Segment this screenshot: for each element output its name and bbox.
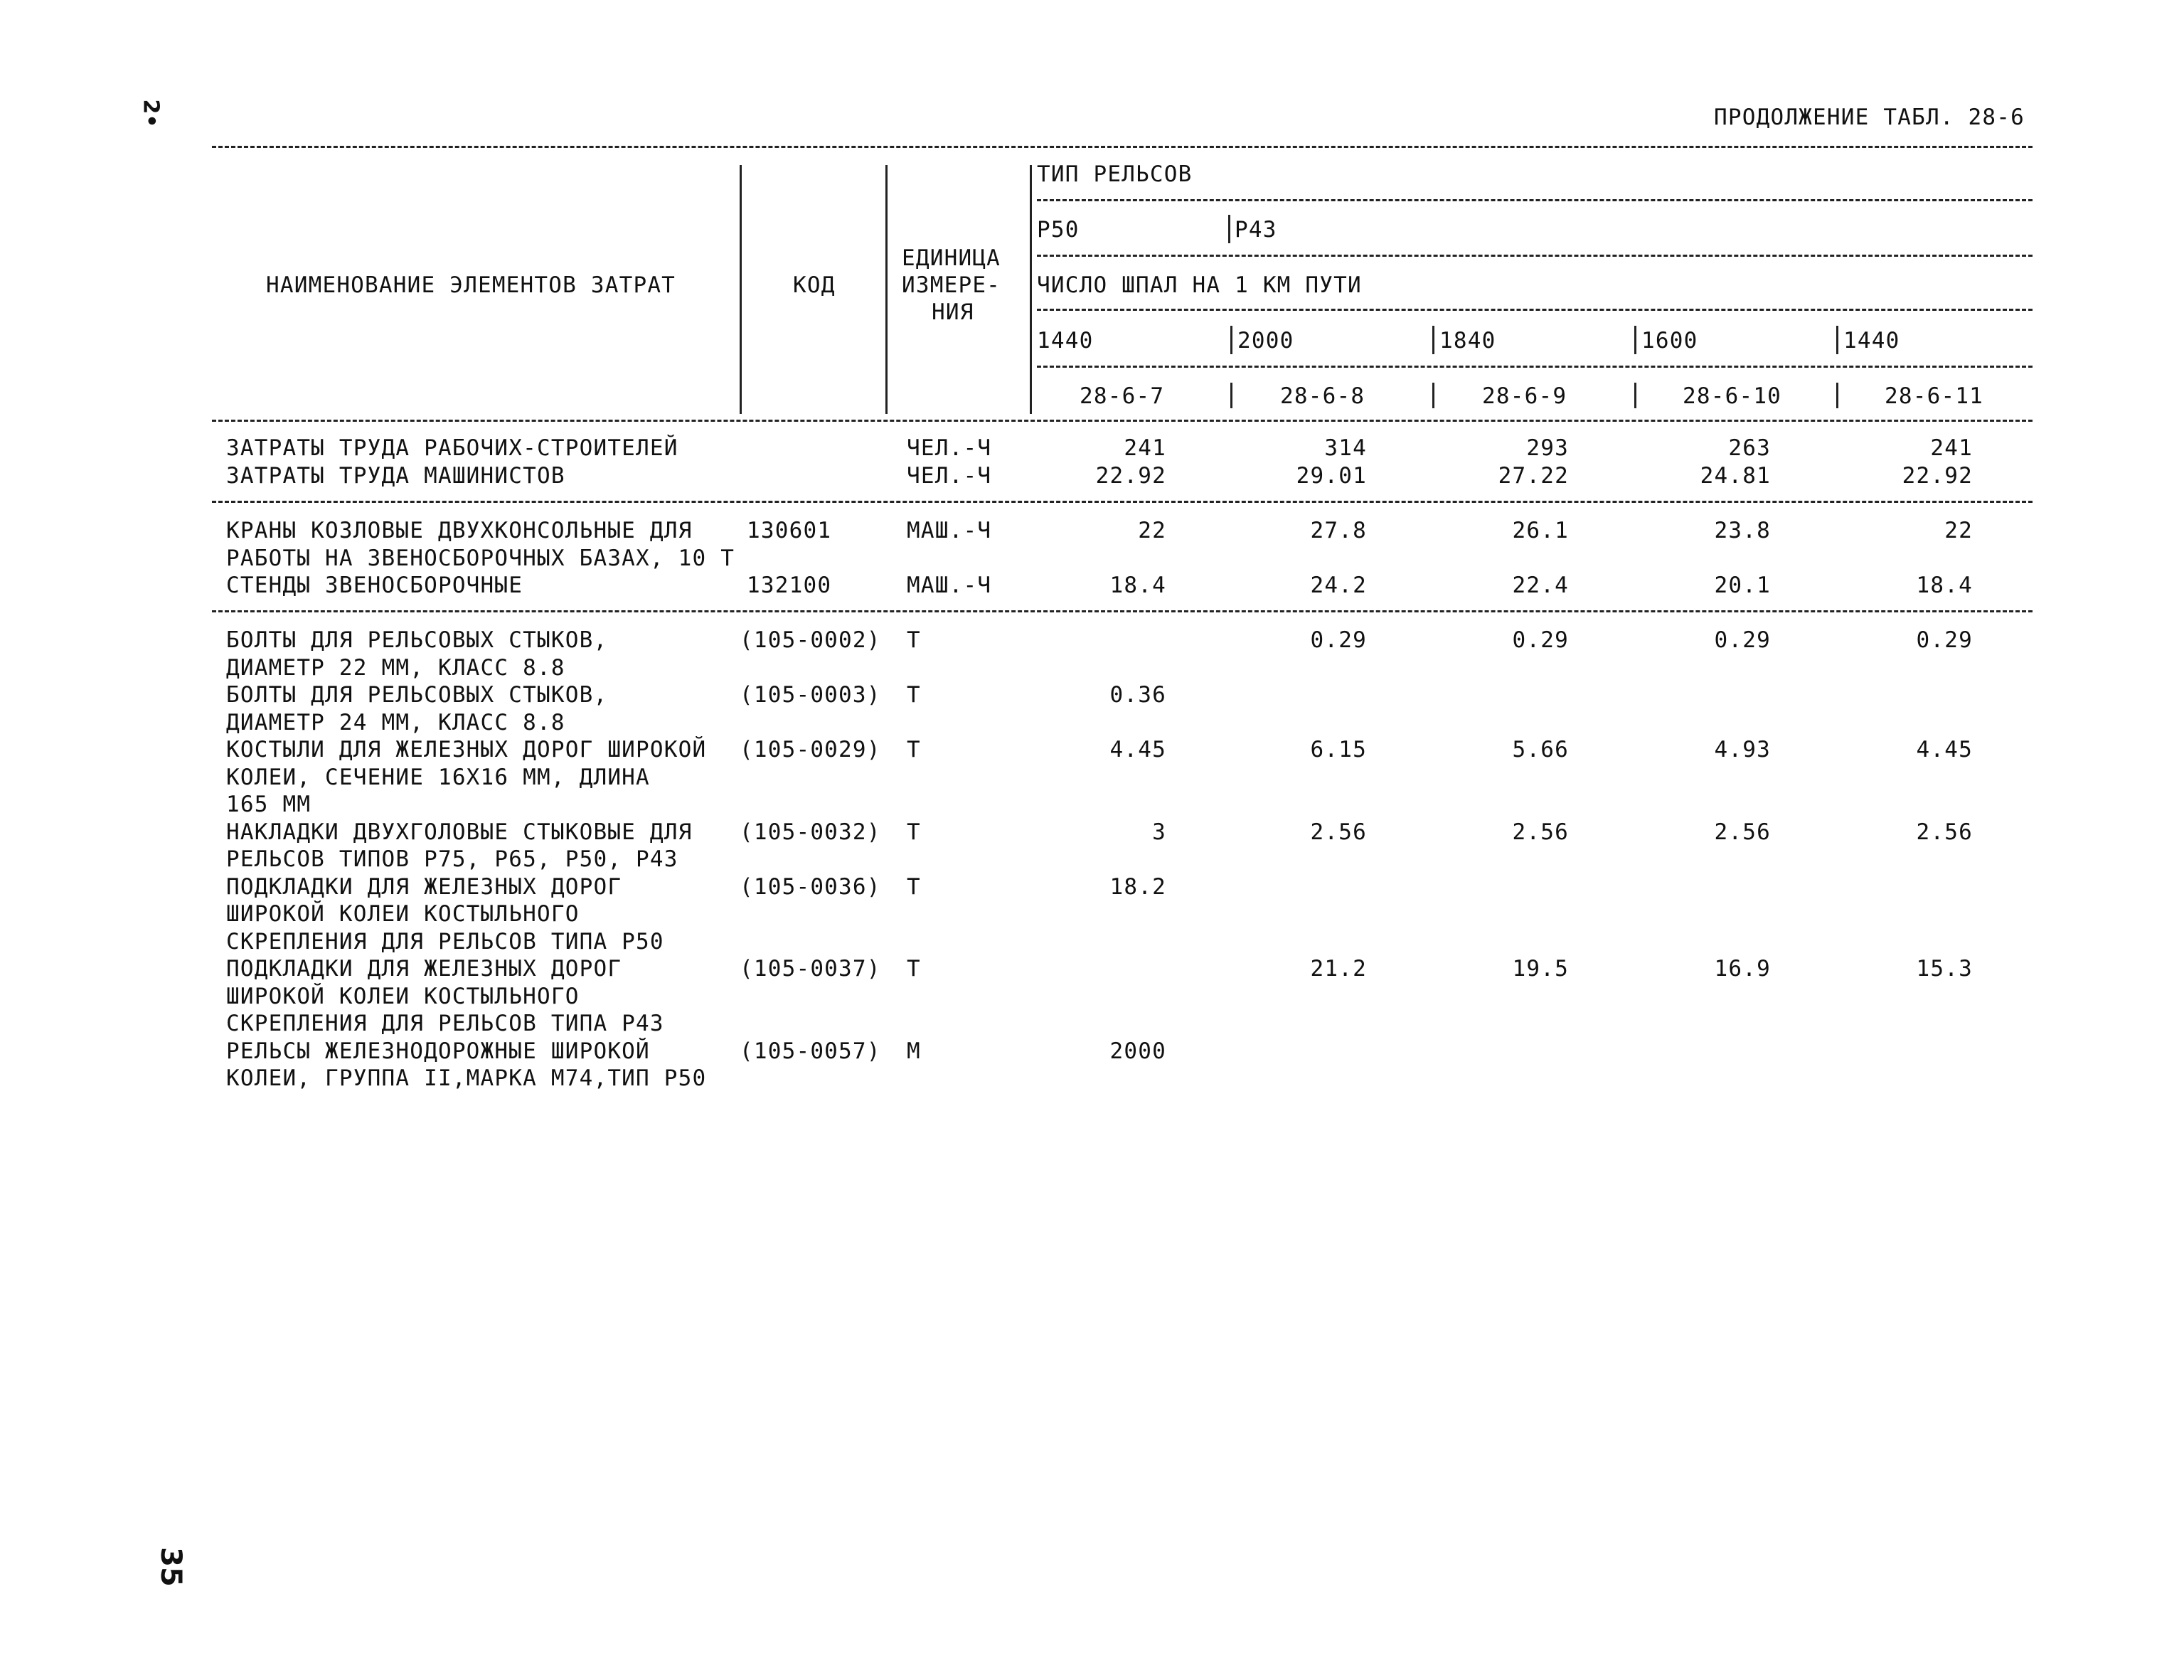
machine-row-value: 24.2 bbox=[1310, 573, 1367, 598]
material-row-value: 0.36 bbox=[1109, 682, 1166, 708]
labor-row-value: 22.92 bbox=[1095, 462, 1166, 489]
material-row-value: 16.9 bbox=[1714, 956, 1771, 982]
material-row-value: 4.45 bbox=[1916, 737, 1973, 762]
material-row-name: БОЛТЫ ДЛЯ РЕЛЬСОВЫХ СТЫКОВ, bbox=[226, 627, 608, 653]
sleeper-divider-3 bbox=[1432, 326, 1434, 354]
machine-row-value: 22 bbox=[1138, 518, 1166, 543]
labor-row-value: 29.01 bbox=[1296, 462, 1367, 489]
material-row-value: 0.29 bbox=[1512, 627, 1569, 653]
material-row-name: ДИАМЕТР 22 ММ, КЛАСС 8.8 bbox=[226, 654, 565, 681]
material-row-name: ШИРОКОЙ КОЛЕИ КОСТЫЛЬНОГО bbox=[226, 983, 580, 1009]
material-row-value: 2.56 bbox=[1916, 819, 1973, 845]
material-row-code: (105-0032) bbox=[740, 819, 881, 845]
material-row-value: 0.29 bbox=[1714, 627, 1771, 653]
sleeper-divider-4 bbox=[1634, 326, 1636, 354]
material-row-name: РЕЛЬСОВ ТИПОВ Р75, Р65, Р50, Р43 bbox=[226, 846, 678, 872]
material-row-value: 2000 bbox=[1109, 1038, 1166, 1064]
norm-code-1: 28-6-7 bbox=[1080, 383, 1165, 409]
material-row-code: (105-0003) bbox=[740, 682, 881, 708]
sleeper-count-1: 1440 bbox=[1037, 328, 1094, 353]
norm-code-2: 28-6-8 bbox=[1280, 383, 1365, 409]
labor-row-unit: ЧЕЛ.-Ч bbox=[907, 462, 992, 489]
header-divider-unit bbox=[1030, 165, 1032, 414]
material-row-value: 5.66 bbox=[1512, 737, 1569, 762]
material-row-value: 4.93 bbox=[1714, 737, 1771, 762]
material-row-value: 19.5 bbox=[1512, 956, 1569, 982]
norm-divider-4 bbox=[1634, 383, 1636, 408]
machine-row-name: СТЕНДЫ ЗВЕНОСБОРОЧНЫЕ bbox=[226, 573, 523, 598]
material-row-value: 3 bbox=[1152, 819, 1166, 845]
machine-row-value: 26.1 bbox=[1512, 518, 1569, 543]
machine-row-value: 27.8 bbox=[1310, 518, 1367, 543]
header-name-col: НАИМЕНОВАНИЕ ЭЛЕМЕНТОВ ЗАТРАТ bbox=[266, 272, 676, 298]
material-row-code: (105-0057) bbox=[740, 1038, 881, 1064]
header-divider-code bbox=[885, 165, 888, 414]
labor-row-value: 241 bbox=[1124, 435, 1166, 461]
labor-section-rule bbox=[212, 501, 2033, 503]
material-row-value: 2.56 bbox=[1714, 819, 1771, 845]
sleeper-count-2: 2000 bbox=[1237, 328, 1294, 353]
material-row-value: 2.56 bbox=[1512, 819, 1569, 845]
norm-code-3: 28-6-9 bbox=[1482, 383, 1567, 409]
labor-row-unit: ЧЕЛ.-Ч bbox=[907, 435, 992, 461]
material-row-code: (105-0029) bbox=[740, 737, 881, 762]
material-row-name: КОЛЕИ, СЕЧЕНИЕ 16Х16 ММ, ДЛИНА bbox=[226, 764, 650, 790]
material-row-value: 0.29 bbox=[1310, 627, 1367, 653]
material-row-name: РЕЛЬСЫ ЖЕЛЕЗНОДОРОЖНЫЕ ШИРОКОЙ bbox=[226, 1038, 650, 1064]
labor-row-value: 293 bbox=[1526, 435, 1569, 461]
sleeper-count-4: 1600 bbox=[1641, 328, 1698, 353]
norm-divider-2 bbox=[1230, 383, 1232, 408]
rail-type-label: ТИП РЕЛЬСОВ bbox=[1037, 161, 1193, 187]
material-row-name: ПОДКЛАДКИ ДЛЯ ЖЕЛЕЗНЫХ ДОРОГ bbox=[226, 873, 622, 900]
labor-row-value: 263 bbox=[1728, 435, 1771, 461]
labor-row-name: ЗАТРАТЫ ТРУДА РАБОЧИХ-СТРОИТЕЛЕЙ bbox=[226, 435, 678, 461]
machine-row-value: 22 bbox=[1944, 518, 1973, 543]
machine-row-name: КРАНЫ КОЗЛОВЫЕ ДВУХКОНСОЛЬНЫЕ ДЛЯ bbox=[226, 518, 693, 543]
material-row-unit: Т bbox=[907, 627, 921, 653]
labor-row-value: 241 bbox=[1930, 435, 1973, 461]
machine-row-value: 22.4 bbox=[1512, 573, 1569, 598]
machine-row-code: 130601 bbox=[747, 518, 832, 543]
material-row-name: ДИАМЕТР 24 ММ, КЛАСС 8.8 bbox=[226, 709, 565, 735]
header-divider-name bbox=[740, 165, 742, 414]
labor-row-value: 24.81 bbox=[1700, 462, 1771, 489]
machine-row-value: 20.1 bbox=[1714, 573, 1771, 598]
machine-row-value: 18.4 bbox=[1916, 573, 1973, 598]
material-row-value: 0.29 bbox=[1916, 627, 1973, 653]
material-row-value: 2.56 bbox=[1310, 819, 1367, 845]
header-unit-line1: ЕДИНИЦА bbox=[902, 245, 1001, 271]
sleeper-divider-2 bbox=[1230, 326, 1232, 354]
labor-row-name: ЗАТРАТЫ ТРУДА МАШИНИСТОВ bbox=[226, 462, 565, 489]
rail-type-p43: Р43 bbox=[1235, 217, 1277, 243]
material-row-unit: Т bbox=[907, 819, 921, 845]
material-row-code: (105-0036) bbox=[740, 873, 881, 900]
material-row-unit: Т bbox=[907, 682, 921, 708]
material-row-value: 21.2 bbox=[1310, 956, 1367, 982]
header-bottom-rule bbox=[212, 420, 2033, 422]
labor-row-value: 27.22 bbox=[1498, 462, 1569, 489]
norm-divider-3 bbox=[1432, 383, 1434, 408]
material-row-name: СКРЕПЛЕНИЯ ДЛЯ РЕЛЬСОВ ТИПА Р50 bbox=[226, 928, 664, 955]
machine-row-unit: МАШ.-Ч bbox=[907, 573, 992, 598]
machine-section-rule bbox=[212, 610, 2033, 612]
header-rule-1 bbox=[1037, 199, 2033, 201]
continuation-title: ПРОДОЛЖЕНИЕ ТАБЛ. 28-6 bbox=[1714, 105, 2025, 130]
machine-row-unit: МАШ.-Ч bbox=[907, 518, 992, 543]
machine-row-name: РАБОТЫ НА ЗВЕНОСБОРОЧНЫХ БАЗАХ, 10 Т bbox=[226, 545, 735, 571]
material-row-code: (105-0037) bbox=[740, 956, 881, 982]
material-row-unit: Т bbox=[907, 737, 921, 762]
margin-top-mark: 2• bbox=[138, 99, 164, 128]
norm-code-5: 28-6-11 bbox=[1885, 383, 1984, 409]
sleeper-divider-5 bbox=[1836, 326, 1838, 354]
material-row-name: 165 ММ bbox=[226, 792, 311, 817]
material-row-unit: Т bbox=[907, 956, 921, 982]
material-row-unit: М bbox=[907, 1038, 921, 1064]
page-number: 35 bbox=[154, 1547, 187, 1587]
sleepers-label: ЧИСЛО ШПАЛ НА 1 КМ ПУТИ bbox=[1037, 272, 1362, 298]
material-row-name: ШИРОКОЙ КОЛЕИ КОСТЫЛЬНОГО bbox=[226, 901, 580, 927]
machine-row-value: 18.4 bbox=[1109, 573, 1166, 598]
labor-row-value: 22.92 bbox=[1902, 462, 1973, 489]
material-row-name: КОЛЕИ, ГРУППА II,МАРКА М74,ТИП Р50 bbox=[226, 1065, 707, 1091]
sleeper-count-5: 1440 bbox=[1843, 328, 1900, 353]
rail-type-p50: Р50 bbox=[1037, 217, 1080, 243]
material-row-value: 18.2 bbox=[1109, 873, 1166, 900]
norm-divider-5 bbox=[1836, 383, 1838, 408]
header-code-col: КОД bbox=[793, 272, 836, 298]
header-rule-4 bbox=[1037, 366, 2033, 368]
labor-row-value: 314 bbox=[1324, 435, 1367, 461]
material-row-value: 4.45 bbox=[1109, 737, 1166, 762]
norm-code-4: 28-6-10 bbox=[1683, 383, 1782, 409]
material-row-value: 15.3 bbox=[1916, 956, 1973, 982]
machine-row-code: 132100 bbox=[747, 573, 832, 598]
material-row-name: СКРЕПЛЕНИЯ ДЛЯ РЕЛЬСОВ ТИПА Р43 bbox=[226, 1011, 664, 1036]
material-row-name: БОЛТЫ ДЛЯ РЕЛЬСОВЫХ СТЫКОВ, bbox=[226, 682, 608, 708]
material-row-name: НАКЛАДКИ ДВУХГОЛОВЫЕ СТЫКОВЫЕ ДЛЯ bbox=[226, 819, 693, 845]
material-row-name: ПОДКЛАДКИ ДЛЯ ЖЕЛЕЗНЫХ ДОРОГ bbox=[226, 956, 622, 982]
material-row-value: 6.15 bbox=[1310, 737, 1367, 762]
header-rule-3 bbox=[1037, 309, 2033, 311]
sleeper-count-3: 1840 bbox=[1439, 328, 1496, 353]
rail-type-divider bbox=[1228, 215, 1230, 243]
header-top-rule bbox=[212, 146, 2033, 148]
machine-row-value: 23.8 bbox=[1714, 518, 1771, 543]
header-rule-2 bbox=[1037, 255, 2033, 257]
header-unit-line3: НИЯ bbox=[932, 299, 974, 325]
material-row-code: (105-0002) bbox=[740, 627, 881, 653]
material-row-unit: Т bbox=[907, 873, 921, 900]
material-row-name: КОСТЫЛИ ДЛЯ ЖЕЛЕЗНЫХ ДОРОГ ШИРОКОЙ bbox=[226, 737, 707, 762]
header-unit-line2: ИЗМЕРЕ- bbox=[902, 272, 1001, 298]
